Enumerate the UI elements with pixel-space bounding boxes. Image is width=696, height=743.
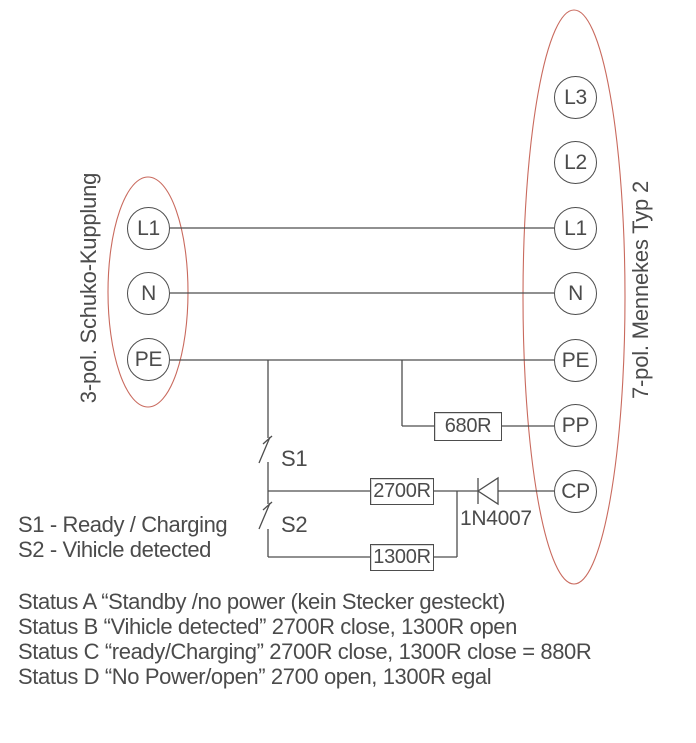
legend-s1-line: S1 - Ready / Charging [18, 512, 228, 537]
status-block [18, 589, 591, 689]
mennekes-connector-label: 7-pol. Mennekes Typ 2 [628, 181, 653, 399]
resistor-680r [434, 412, 502, 441]
switch-s1-label: S1 [281, 446, 308, 471]
pin-right-n [554, 272, 597, 315]
pin-right-l3 [554, 76, 597, 119]
legend-s2-line: S2 - Vihicle detected [18, 537, 211, 562]
pin-right-l1 [554, 207, 597, 250]
pin-left-pe-label: PE [134, 347, 163, 371]
switch-s2-label: S2 [281, 512, 308, 537]
pin-right-pe [554, 339, 597, 382]
diode-symbol [478, 478, 498, 504]
status-line-b: Status B “Vihicle detected” 2700R close, 1300R open [18, 614, 517, 639]
pin-right-pp [554, 404, 597, 447]
pin-left-l1 [127, 207, 170, 250]
pin-right-l2-label: L2 [564, 150, 587, 174]
status-line-c: Status C “ready/Charging” 2700R close, 1300R close = 880R [18, 639, 592, 664]
pin-right-l1-label: L1 [564, 216, 587, 240]
pin-left-n-label: N [141, 281, 156, 305]
resistor-1300r [370, 544, 434, 571]
status-line-d: Status D “No Power/open” 2700 open, 1300R egal [18, 664, 492, 689]
pin-right-pe-label: PE [561, 348, 590, 372]
pin-right-l3-label: L3 [564, 85, 587, 109]
resistor-1300r-label: 1300R [373, 546, 431, 568]
status-line-a: Status A “Standby /no power (kein Stecker gesteckt) [18, 589, 506, 614]
switch-legend [18, 512, 227, 562]
diode-triangle [478, 478, 498, 504]
pin-right-cp [554, 470, 597, 513]
pin-right-cp-label: CP [561, 479, 590, 503]
resistor-2700r [370, 478, 434, 505]
switch-s1-blade [259, 437, 270, 463]
diode-part-label: 1N4007 [460, 507, 532, 530]
pin-left-pe [127, 338, 170, 381]
switch-s1-symbol [259, 436, 272, 463]
switch-s2-symbol [259, 502, 272, 529]
resistor-2700r-label: 2700R [373, 480, 431, 502]
schuko-connector-label: 3-pol. Schuko-Kupplung [76, 172, 101, 404]
pin-left-n [127, 272, 170, 315]
pin-right-n-label: N [568, 281, 583, 305]
pin-right-pp-label: PP [561, 413, 590, 437]
resistor-680r-label: 680R [444, 415, 492, 437]
switch-s2-blade [259, 503, 270, 529]
pin-left-l1-label: L1 [137, 216, 160, 240]
pin-right-l2 [554, 141, 597, 184]
